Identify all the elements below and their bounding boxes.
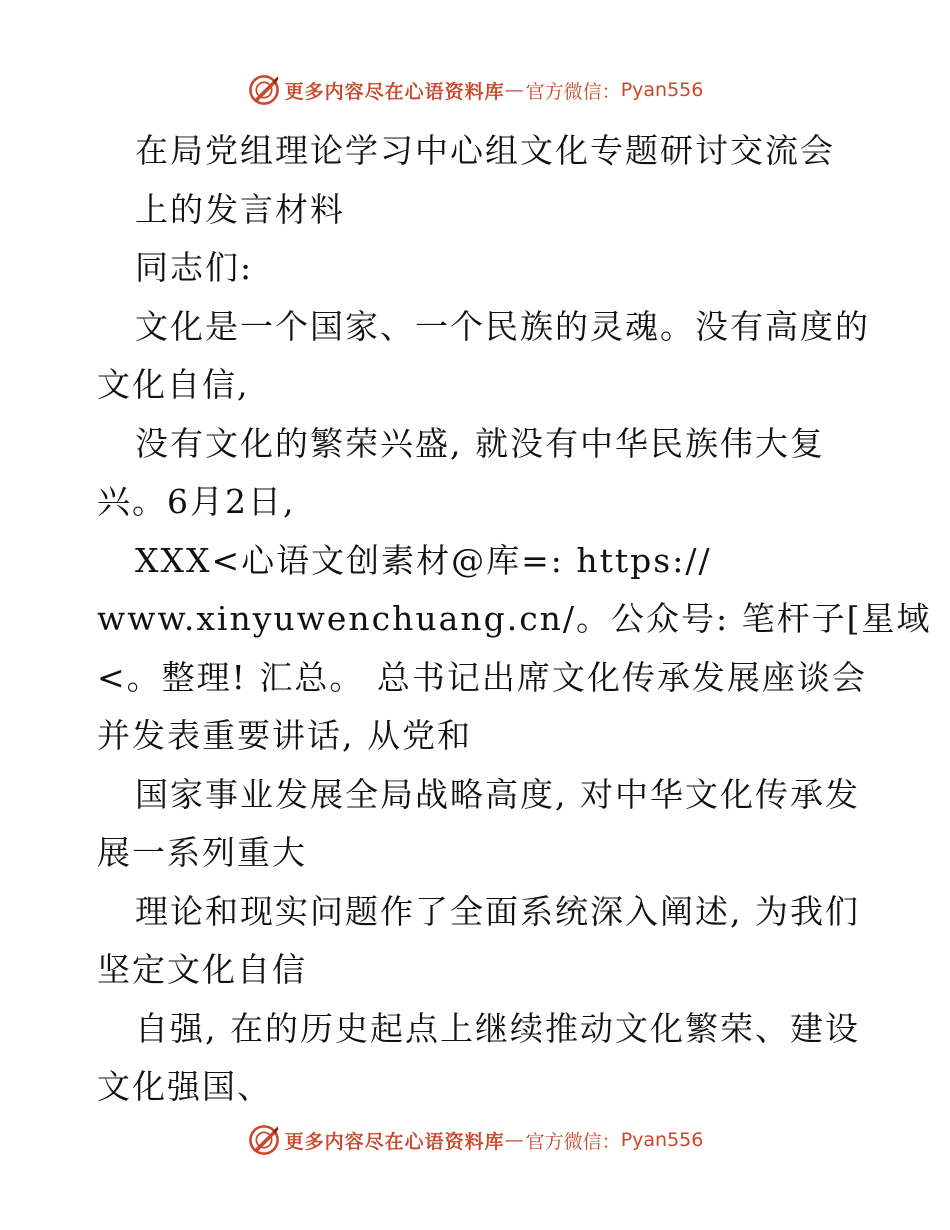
- banner-main-text: 更多内容尽在心语资料库: [284, 80, 505, 103]
- header-banner: [0, 70, 950, 110]
- pen-logo-icon: [247, 73, 281, 107]
- body-line: 文化自信,: [97, 365, 250, 404]
- banner-wechat-id: Pyan556: [620, 1129, 704, 1151]
- banner-dash: —: [504, 1129, 524, 1151]
- banner-main-text: 更多内容尽在心语资料库: [284, 1130, 505, 1153]
- body-line: 展一系列重大: [97, 833, 307, 872]
- salutation: 同志们:: [135, 248, 254, 287]
- document-body: [97, 122, 932, 1117]
- title-line-2: 上的发言材料: [135, 189, 345, 229]
- body-line: 国家事业发展全局战略高度, 对中华文化传承发: [135, 774, 860, 814]
- body-line: 并发表重要讲话, 从党和: [97, 716, 472, 755]
- body-line: 文化强国、: [97, 1067, 272, 1106]
- banner-wechat-label: 官方微信：: [525, 80, 621, 103]
- body-line: 没有文化的繁荣兴盛, 就没有中华民族伟大复: [135, 423, 825, 463]
- pen-logo-icon: [247, 1123, 281, 1157]
- body-line: 坚定文化自信: [97, 950, 307, 989]
- body-line: 文化是一个国家、一个民族的灵魂。没有高度的: [135, 306, 870, 346]
- body-line: www.xinyuwenchuang.cn/。公众号: 笔杆子[星域: [97, 599, 932, 638]
- banner-dash: —: [504, 79, 524, 101]
- banner-wechat-id: Pyan556: [620, 79, 704, 101]
- footer-banner: [0, 1120, 950, 1160]
- title-line-1: 在局党组理论学习中心组文化专题研讨交流会: [135, 131, 835, 170]
- banner-wechat-label: 官方微信：: [525, 1130, 621, 1153]
- body-line: <。整理! 汇总。 总书记出席文化传承发展座谈会: [97, 657, 867, 697]
- body-line: XXX<心语文创素材@库=: https://: [135, 540, 712, 580]
- body-line: 兴。6月2日,: [97, 482, 296, 521]
- body-line: 自强, 在的历史起点上继续推动文化繁荣、建设: [135, 1008, 860, 1048]
- body-line: 理论和现实问题作了全面系统深入阐述, 为我们: [135, 891, 860, 931]
